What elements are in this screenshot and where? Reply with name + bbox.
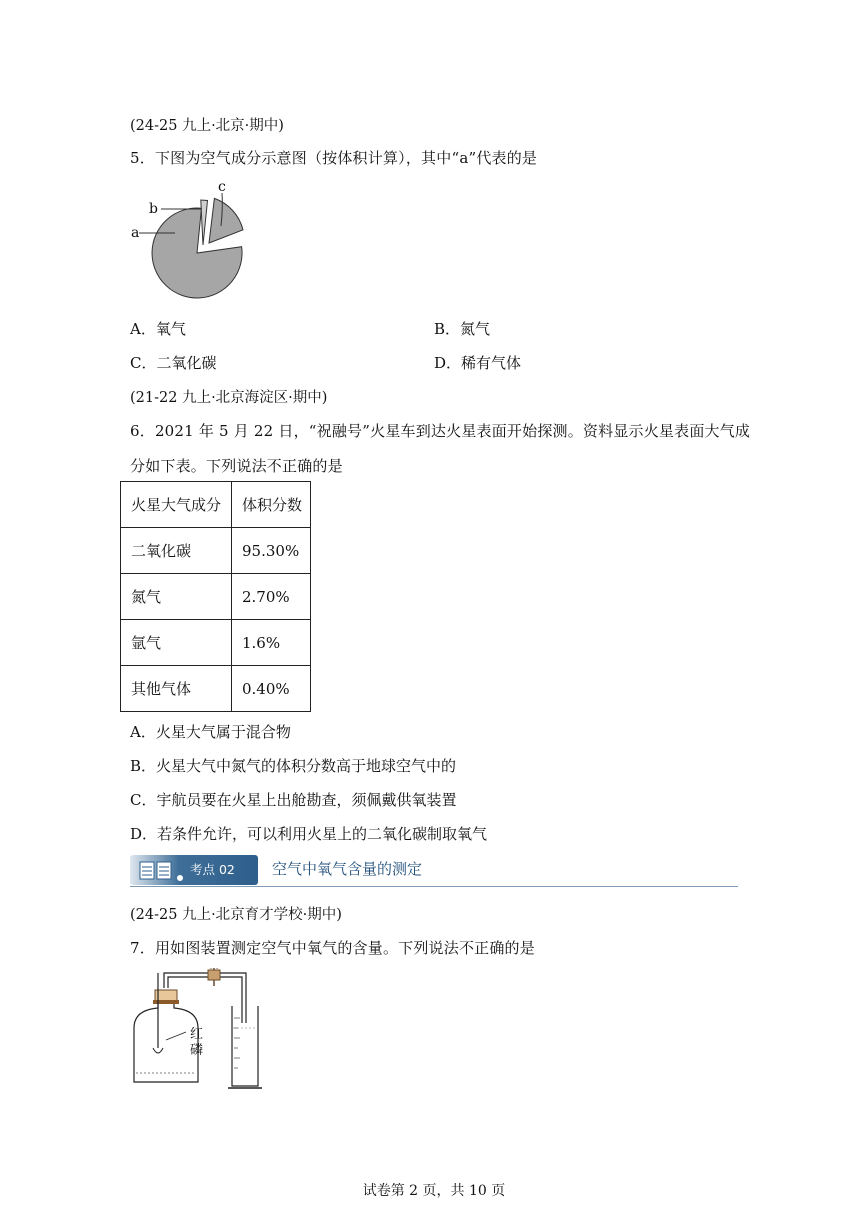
mars-atmosphere-table	[120, 481, 311, 712]
spring-clamp	[208, 970, 220, 980]
table-header-cell: 体积分数	[232, 482, 311, 528]
combustion-spoon	[153, 1048, 163, 1053]
q5-option-c	[130, 352, 217, 373]
option-text: 氮气	[460, 320, 491, 338]
section-divider	[130, 886, 738, 887]
option-letter: C．	[130, 791, 157, 809]
q6-option-a	[130, 721, 291, 742]
option-text: 二氧化碳	[156, 354, 217, 372]
q5-source: (24-25 九上·北京·期中)	[130, 118, 284, 134]
q5-option-a	[130, 318, 186, 339]
option-text: 若条件允许，可以利用火星上的二氧化碳制取氧气	[157, 825, 488, 843]
option-letter: C．	[130, 354, 157, 372]
option-letter: B．	[434, 320, 461, 338]
table-cell: 氮气	[121, 574, 232, 620]
pie-label-b: b	[149, 201, 158, 217]
pie-sector-b	[201, 200, 208, 245]
table-cell: 0.40%	[232, 666, 311, 712]
q6-option-c	[130, 789, 457, 810]
table-cell: 1.6%	[232, 620, 311, 666]
air-composition-pie-diagram	[125, 178, 255, 303]
option-letter: A．	[130, 320, 156, 338]
option-letter: B．	[130, 757, 157, 775]
table-row	[121, 528, 311, 574]
option-letter: D．	[434, 354, 462, 372]
pie-label-c: c	[218, 179, 226, 195]
section-badge-label: 考点 02	[190, 862, 235, 877]
option-text: 火星大气中氮气的体积分数高于地球空气中的	[156, 757, 457, 775]
pie-label-a: a	[131, 225, 140, 241]
red-phosphorus-label-2: 磷	[190, 1043, 204, 1058]
red-phosphorus-label-1: 红	[190, 1027, 204, 1042]
q6-stem-line1: 6．2021 年 5 月 22 日，“祝融号”火星车到达火星表面开始探测。资料显示火星表面大气成	[130, 422, 751, 440]
table-cell: 其他气体	[121, 666, 232, 712]
table-row	[121, 666, 311, 712]
q5-option-b	[434, 318, 490, 339]
section-title: 空气中氧气含量的测定	[272, 860, 423, 878]
table-row	[121, 620, 311, 666]
table-header-cell: 火星大气成分	[121, 482, 232, 528]
book-icon	[139, 861, 173, 881]
q6-option-d	[130, 823, 487, 844]
q6-stem-line2: 分如下表。下列说法不正确的是	[130, 457, 343, 475]
pie-sector-c	[209, 198, 243, 243]
table-cell: 95.30%	[232, 528, 311, 574]
table-row	[121, 574, 311, 620]
q7-source: (24-25 九上·北京育才学校·期中)	[130, 907, 342, 923]
q6-option-b	[130, 755, 456, 776]
table-cell: 氩气	[121, 620, 232, 666]
table-cell: 二氧化碳	[121, 528, 232, 574]
option-letter: D．	[130, 825, 158, 843]
table-header-row	[121, 482, 311, 528]
q7-stem: 7．用如图装置测定空气中氧气的含量。下列说法不正确的是	[130, 939, 535, 957]
q5-option-d	[434, 352, 521, 373]
option-text: 稀有气体	[461, 354, 522, 372]
option-letter: A．	[130, 723, 156, 741]
q6-source: (21-22 九上·北京海淀区·期中)	[130, 390, 328, 406]
oxygen-measurement-apparatus	[128, 968, 278, 1093]
option-text: 宇航员要在火星上出舱勘查，须佩戴供氧装置	[156, 791, 457, 809]
q5-stem: 5．下图为空气成分示意图（按体积计算），其中“a”代表的是	[130, 149, 538, 167]
badge-dot-icon	[175, 873, 185, 883]
option-text: 火星大气属于混合物	[155, 723, 291, 741]
page-footer: 试卷第 2 页，共 10 页	[362, 1183, 506, 1199]
option-text: 氧气	[155, 320, 186, 338]
table-cell: 2.70%	[232, 574, 311, 620]
